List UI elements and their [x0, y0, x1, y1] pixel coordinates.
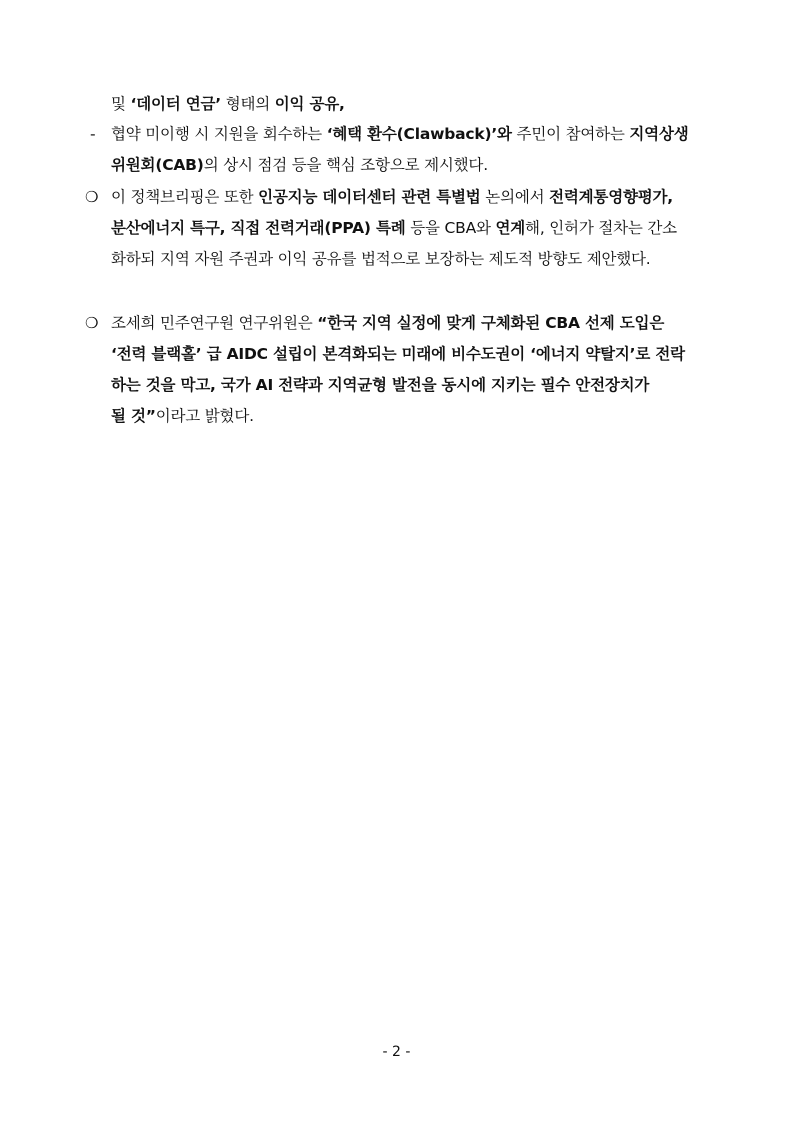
bold-run: 분산에너지 특구, 직접 전력거래(PPA) 특례 [111, 219, 406, 237]
text-run: 이라고 밝혔다. [155, 407, 254, 425]
dash-marker: - [90, 125, 96, 143]
bold-run: 위원회(CAB) [111, 156, 204, 174]
dash-item-line-1 [111, 123, 689, 145]
bold-run: ‘혜택 환수(Clawback)’와 [326, 125, 512, 143]
bold-run: 인공지능 데이터센터 관련 특별법 [258, 188, 481, 206]
page-number: - 2 - [382, 1044, 411, 1060]
bold-run: 하는 것을 막고, 국가 AI 전략과 지역균형 발전을 동시에 지키는 필수 안전장치가 [111, 376, 650, 394]
bold-run: 이익 공유, [274, 95, 345, 113]
text-run: 등을 CBA와 [405, 219, 496, 237]
text-run: 및 [111, 95, 131, 113]
text-run: 논의에서 [480, 188, 550, 206]
text-run: 주민이 참여하는 [511, 125, 630, 143]
text-run: 협약 미이행 시 지원을 회수하는 [111, 125, 327, 143]
text-run: 해, 인허가 절차는 간소 [525, 219, 677, 237]
bold-run: 연계 [495, 219, 526, 237]
bold-run: ‘전력 블랙홀’ 급 AIDC 설립이 본격화되는 미래에 비수도권이 ‘에너지 약탈지’로 전락 [111, 345, 685, 363]
text-run: 형태의 [220, 95, 275, 113]
bullet-1-line-1 [111, 186, 673, 208]
bullet-2-line-4 [111, 405, 254, 427]
bullet-2-line-2 [111, 343, 685, 365]
bold-run: 전력계통영향평가, [549, 188, 673, 206]
bullet-circle-icon: ❍ [85, 314, 99, 332]
paragraph-continuation-line [111, 93, 345, 115]
bold-run: “한국 지역 실정에 맞게 구체화된 CBA 선제 도입은 [317, 314, 665, 332]
text-run: 의 상시 점검 등을 핵심 조항으로 제시했다. [203, 156, 488, 174]
text-run: 이 정책브리핑은 또한 [111, 188, 259, 206]
bold-run: ‘데이터 연금’ [130, 95, 221, 113]
bold-run: 지역상생 [629, 125, 689, 143]
text-run: 조세희 민주연구원 연구위원은 [111, 314, 318, 332]
dash-item-line-2 [111, 154, 488, 176]
bold-run: 될 것” [111, 407, 156, 425]
text-run: 화하되 지역 자원 주권과 이익 공유를 법적으로 보장하는 제도적 방향도 제안했다. [111, 250, 651, 268]
bullet-2-line-1 [111, 312, 664, 334]
bullet-1-line-2 [111, 217, 677, 239]
bullet-1-line-3 [111, 248, 651, 270]
bullet-2-line-3 [111, 374, 649, 396]
bullet-circle-icon: ❍ [85, 188, 99, 206]
